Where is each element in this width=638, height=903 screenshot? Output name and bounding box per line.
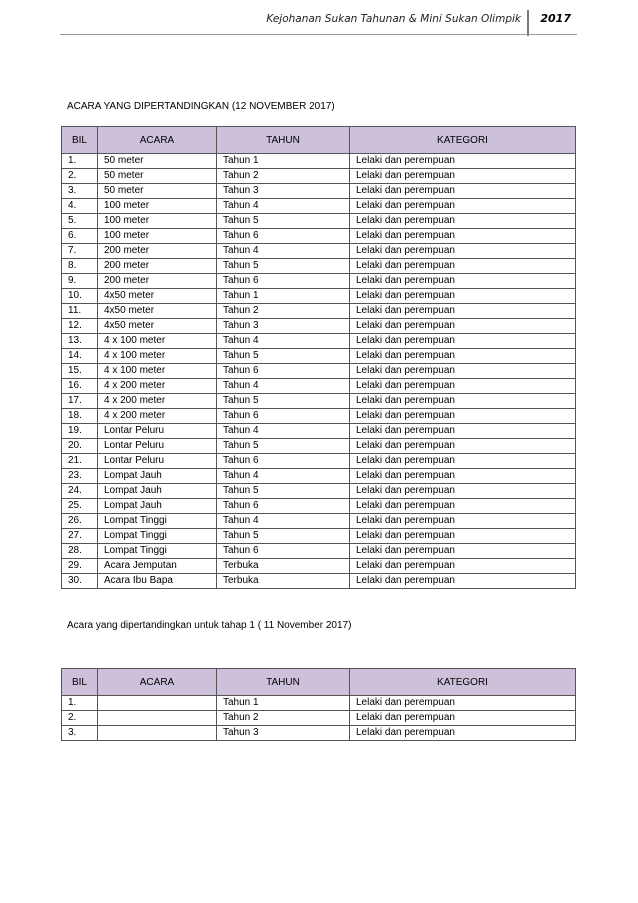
kategori-cell: Lelaki dan perempuan bbox=[350, 349, 576, 364]
tahun-cell: Tahun 6 bbox=[217, 544, 350, 559]
tahun-cell: Tahun 5 bbox=[217, 439, 350, 454]
kategori-cell: Lelaki dan perempuan bbox=[350, 544, 576, 559]
acara-cell: 200 meter bbox=[98, 244, 217, 259]
kategori-cell: Lelaki dan perempuan bbox=[350, 379, 576, 394]
header-divider bbox=[527, 10, 529, 36]
acara-cell: 4x50 meter bbox=[98, 289, 217, 304]
table-row bbox=[62, 259, 576, 274]
acara-cell: 200 meter bbox=[98, 274, 217, 289]
acara-cell: 50 meter bbox=[98, 184, 217, 199]
acara-cell: 4 x 100 meter bbox=[98, 334, 217, 349]
table-row bbox=[62, 484, 576, 499]
kategori-cell: Lelaki dan perempuan bbox=[350, 514, 576, 529]
bil-cell: 8. bbox=[62, 259, 98, 274]
kategori-cell: Lelaki dan perempuan bbox=[350, 244, 576, 259]
bil-cell: 26. bbox=[62, 514, 98, 529]
table-row bbox=[62, 154, 576, 169]
kategori-cell: Lelaki dan perempuan bbox=[350, 364, 576, 379]
bil-cell: 10. bbox=[62, 289, 98, 304]
tahun-cell: Tahun 6 bbox=[217, 499, 350, 514]
table-row bbox=[62, 726, 576, 741]
table-row bbox=[62, 229, 576, 244]
bil-cell: 1. bbox=[62, 154, 98, 169]
bil-cell: 6. bbox=[62, 229, 98, 244]
bil-cell: 24. bbox=[62, 484, 98, 499]
bil-cell: 7. bbox=[62, 244, 98, 259]
column-header-kategori: KATEGORI bbox=[350, 127, 576, 154]
bil-cell: 25. bbox=[62, 499, 98, 514]
tahun-cell: Tahun 4 bbox=[217, 514, 350, 529]
table-row bbox=[62, 409, 576, 424]
kategori-cell: Lelaki dan perempuan bbox=[350, 169, 576, 184]
tahun-cell: Tahun 2 bbox=[217, 304, 350, 319]
table-row bbox=[62, 574, 576, 589]
kategori-cell: Lelaki dan perempuan bbox=[350, 484, 576, 499]
table-row bbox=[62, 274, 576, 289]
kategori-cell: Lelaki dan perempuan bbox=[350, 439, 576, 454]
bil-cell: 1. bbox=[62, 696, 98, 711]
kategori-cell: Lelaki dan perempuan bbox=[350, 199, 576, 214]
kategori-cell: Lelaki dan perempuan bbox=[350, 289, 576, 304]
kategori-cell: Lelaki dan perempuan bbox=[350, 711, 576, 726]
tahun-cell: Tahun 4 bbox=[217, 424, 350, 439]
kategori-cell: Lelaki dan perempuan bbox=[350, 184, 576, 199]
table-row bbox=[62, 454, 576, 469]
acara-cell: 100 meter bbox=[98, 199, 217, 214]
tahap1-table bbox=[61, 668, 576, 741]
bil-cell: 3. bbox=[62, 184, 98, 199]
tahun-cell: Tahun 3 bbox=[217, 319, 350, 334]
acara-cell: 50 meter bbox=[98, 154, 217, 169]
table-row bbox=[62, 424, 576, 439]
acara-cell: 4 x 200 meter bbox=[98, 379, 217, 394]
kategori-cell: Lelaki dan perempuan bbox=[350, 574, 576, 589]
acara-cell: Lompat Jauh bbox=[98, 499, 217, 514]
acara-cell: Acara Jemputan bbox=[98, 559, 217, 574]
acara-cell: Lompat Jauh bbox=[98, 469, 217, 484]
kategori-cell: Lelaki dan perempuan bbox=[350, 726, 576, 741]
acara-cell: Lontar Peluru bbox=[98, 439, 217, 454]
tahun-cell: Terbuka bbox=[217, 574, 350, 589]
kategori-cell: Lelaki dan perempuan bbox=[350, 409, 576, 424]
acara-cell: 4 x 100 meter bbox=[98, 349, 217, 364]
table-row bbox=[62, 364, 576, 379]
kategori-cell: Lelaki dan perempuan bbox=[350, 229, 576, 244]
table-row bbox=[62, 184, 576, 199]
tahun-cell: Tahun 3 bbox=[217, 184, 350, 199]
bil-cell: 18. bbox=[62, 409, 98, 424]
bil-cell: 11. bbox=[62, 304, 98, 319]
column-header-bil: BIL bbox=[62, 127, 98, 154]
table-row bbox=[62, 379, 576, 394]
kategori-cell: Lelaki dan perempuan bbox=[350, 424, 576, 439]
acara-cell: Acara Ibu Bapa bbox=[98, 574, 217, 589]
acara-cell: 4x50 meter bbox=[98, 304, 217, 319]
acara-cell: 4 x 200 meter bbox=[98, 409, 217, 424]
events-table bbox=[61, 126, 576, 589]
acara-cell: Lompat Tinggi bbox=[98, 514, 217, 529]
tahun-cell: Tahun 5 bbox=[217, 394, 350, 409]
tahun-cell: Tahun 1 bbox=[217, 696, 350, 711]
tahun-cell: Tahun 3 bbox=[217, 726, 350, 741]
kategori-cell: Lelaki dan perempuan bbox=[350, 334, 576, 349]
tahun-cell: Tahun 5 bbox=[217, 484, 350, 499]
table-row bbox=[62, 469, 576, 484]
bil-cell: 17. bbox=[62, 394, 98, 409]
tahun-cell: Tahun 4 bbox=[217, 199, 350, 214]
column-header-acara: ACARA bbox=[98, 127, 217, 154]
bil-cell: 5. bbox=[62, 214, 98, 229]
table-row bbox=[62, 711, 576, 726]
table-row bbox=[62, 514, 576, 529]
kategori-cell: Lelaki dan perempuan bbox=[350, 394, 576, 409]
table-row bbox=[62, 529, 576, 544]
tahun-cell: Tahun 6 bbox=[217, 409, 350, 424]
acara-cell: 200 meter bbox=[98, 259, 217, 274]
table-header-row bbox=[62, 127, 576, 154]
column-header-tahun: TAHUN bbox=[217, 669, 350, 696]
table-row bbox=[62, 199, 576, 214]
bil-cell: 27. bbox=[62, 529, 98, 544]
bil-cell: 12. bbox=[62, 319, 98, 334]
tahun-cell: Terbuka bbox=[217, 559, 350, 574]
bil-cell: 13. bbox=[62, 334, 98, 349]
acara-cell bbox=[98, 726, 217, 741]
kategori-cell: Lelaki dan perempuan bbox=[350, 259, 576, 274]
kategori-cell: Lelaki dan perempuan bbox=[350, 304, 576, 319]
bil-cell: 9. bbox=[62, 274, 98, 289]
kategori-cell: Lelaki dan perempuan bbox=[350, 274, 576, 289]
acara-cell: 4 x 200 meter bbox=[98, 394, 217, 409]
table-row bbox=[62, 394, 576, 409]
bil-cell: 20. bbox=[62, 439, 98, 454]
tahun-cell: Tahun 5 bbox=[217, 349, 350, 364]
kategori-cell: Lelaki dan perempuan bbox=[350, 559, 576, 574]
table-row bbox=[62, 214, 576, 229]
table-row bbox=[62, 244, 576, 259]
bil-cell: 30. bbox=[62, 574, 98, 589]
column-header-bil: BIL bbox=[62, 669, 98, 696]
tahun-cell: Tahun 5 bbox=[217, 214, 350, 229]
table-row bbox=[62, 334, 576, 349]
table-header-row bbox=[62, 669, 576, 696]
table-row bbox=[62, 319, 576, 334]
bil-cell: 14. bbox=[62, 349, 98, 364]
acara-cell: Lompat Tinggi bbox=[98, 529, 217, 544]
acara-cell: 50 meter bbox=[98, 169, 217, 184]
bil-cell: 4. bbox=[62, 199, 98, 214]
tahun-cell: Tahun 1 bbox=[217, 154, 350, 169]
acara-cell: Lontar Peluru bbox=[98, 424, 217, 439]
tahun-cell: Tahun 6 bbox=[217, 364, 350, 379]
acara-cell: Lompat Jauh bbox=[98, 484, 217, 499]
acara-cell: Lompat Tinggi bbox=[98, 544, 217, 559]
tahun-cell: Tahun 2 bbox=[217, 711, 350, 726]
table-row bbox=[62, 289, 576, 304]
bil-cell: 21. bbox=[62, 454, 98, 469]
kategori-cell: Lelaki dan perempuan bbox=[350, 529, 576, 544]
kategori-cell: Lelaki dan perempuan bbox=[350, 154, 576, 169]
header-year: 2017 bbox=[540, 12, 571, 25]
tahun-cell: Tahun 5 bbox=[217, 259, 350, 274]
kategori-cell: Lelaki dan perempuan bbox=[350, 319, 576, 334]
table-row bbox=[62, 544, 576, 559]
page-header bbox=[60, 10, 577, 34]
tahun-cell: Tahun 6 bbox=[217, 229, 350, 244]
acara-cell: 4x50 meter bbox=[98, 319, 217, 334]
table-row bbox=[62, 304, 576, 319]
table-row bbox=[62, 499, 576, 514]
table-row bbox=[62, 349, 576, 364]
header-rule bbox=[60, 34, 577, 35]
column-header-acara: ACARA bbox=[98, 669, 217, 696]
tahun-cell: Tahun 5 bbox=[217, 529, 350, 544]
kategori-cell: Lelaki dan perempuan bbox=[350, 499, 576, 514]
table-row bbox=[62, 696, 576, 711]
tahun-cell: Tahun 4 bbox=[217, 334, 350, 349]
column-header-kategori: KATEGORI bbox=[350, 669, 576, 696]
bil-cell: 29. bbox=[62, 559, 98, 574]
tahun-cell: Tahun 4 bbox=[217, 379, 350, 394]
bil-cell: 23. bbox=[62, 469, 98, 484]
tahun-cell: Tahun 6 bbox=[217, 274, 350, 289]
acara-cell: 100 meter bbox=[98, 214, 217, 229]
kategori-cell: Lelaki dan perempuan bbox=[350, 214, 576, 229]
tahun-cell: Tahun 4 bbox=[217, 244, 350, 259]
column-header-tahun: TAHUN bbox=[217, 127, 350, 154]
header-title: Kejohanan Sukan Tahunan & Mini Sukan Olimpik bbox=[266, 13, 521, 25]
table-row bbox=[62, 169, 576, 184]
table-row bbox=[62, 439, 576, 454]
section1-title: ACARA YANG DIPERTANDINGKAN (12 NOVEMBER 2017) bbox=[67, 101, 335, 112]
acara-cell bbox=[98, 696, 217, 711]
bil-cell: 3. bbox=[62, 726, 98, 741]
acara-cell: 4 x 100 meter bbox=[98, 364, 217, 379]
kategori-cell: Lelaki dan perempuan bbox=[350, 469, 576, 484]
acara-cell bbox=[98, 711, 217, 726]
tahun-cell: Tahun 2 bbox=[217, 169, 350, 184]
bil-cell: 19. bbox=[62, 424, 98, 439]
acara-cell: 100 meter bbox=[98, 229, 217, 244]
kategori-cell: Lelaki dan perempuan bbox=[350, 696, 576, 711]
bil-cell: 16. bbox=[62, 379, 98, 394]
bil-cell: 28. bbox=[62, 544, 98, 559]
bil-cell: 15. bbox=[62, 364, 98, 379]
bil-cell: 2. bbox=[62, 169, 98, 184]
tahun-cell: Tahun 1 bbox=[217, 289, 350, 304]
table-row bbox=[62, 559, 576, 574]
tahun-cell: Tahun 6 bbox=[217, 454, 350, 469]
bil-cell: 2. bbox=[62, 711, 98, 726]
kategori-cell: Lelaki dan perempuan bbox=[350, 454, 576, 469]
tahun-cell: Tahun 4 bbox=[217, 469, 350, 484]
acara-cell: Lontar Peluru bbox=[98, 454, 217, 469]
section2-title: Acara yang dipertandingkan untuk tahap 1 ( 11 November 2017) bbox=[67, 620, 352, 631]
